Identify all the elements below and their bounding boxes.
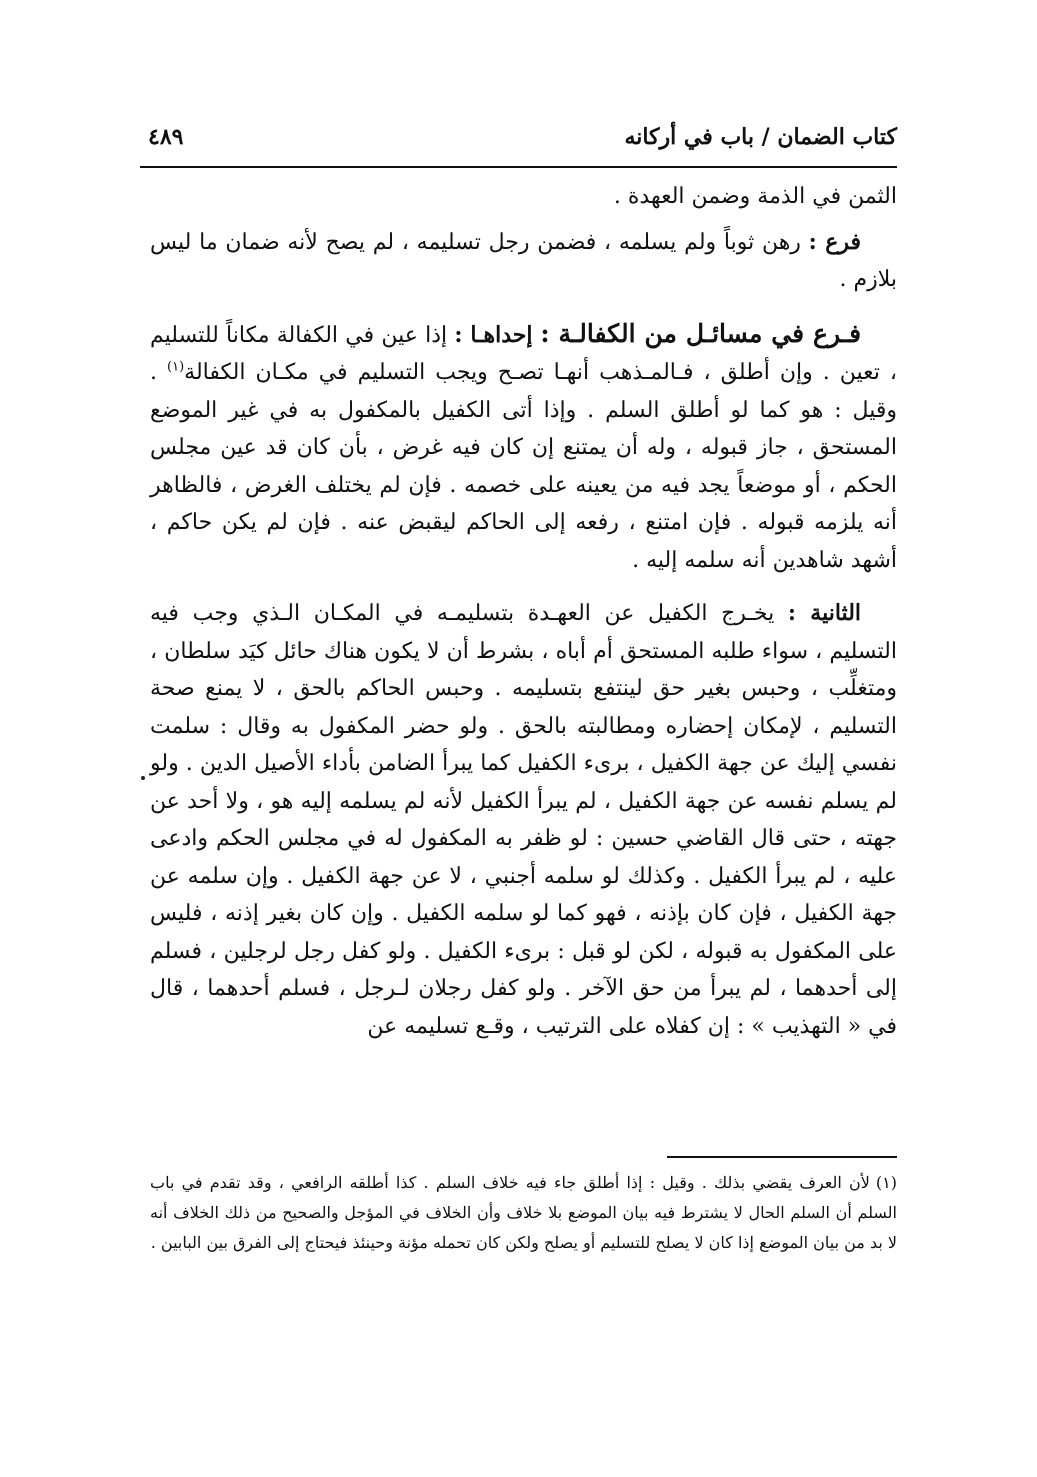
scan-speck — [141, 776, 145, 780]
footnote-reference[interactable]: (١) — [167, 359, 185, 375]
section-heading-kafala: فـرع في مسائـل من الكفالـة : — [540, 318, 862, 348]
page-number: ٤٨٩ — [148, 124, 184, 150]
paragraph-3-lead: إحداهـا : — [454, 321, 541, 348]
main-text — [150, 178, 897, 1045]
footnote-1 — [150, 1168, 897, 1258]
paragraph-1 — [150, 178, 897, 216]
footnote-text: لأن العرف يقضي بذلك . وقيل : إذا أطلق جاء فيه خلاف السلم . كذا أطلقه الرافعي ، وقد تقدم في باب السلم أن السلم الحال لا يشترط فيه بيان الموضع بلا خلاف وأن الخلاف في المؤجل والصحيح من ذلك الخلاف أنه لا بد من بيان الموضع إذا كان لا يصلح للتسليم أو يصلح ولكن كان تحمله مؤنة وحينئذ فيحتاج إلى الفرق بين البابين . — [150, 1173, 897, 1252]
paragraph-4 — [150, 595, 897, 1045]
paragraph-2 — [150, 224, 897, 299]
paragraph-4-text: يخـرج الكفيل عن العهـدة بتسليمـه في المكـان الـذي وجب فيه التسليم ، سواء طلبه المستحق أم أباه ، بشرط أن لا يكون هناك حائل كيَد سلطان ، ومتغلِّب ، وحبس بغير حق لينتفع بتسليمه . وحبس الحاكم بالحق ، لا يمنع صحة التسليم ، لإمكان إحضاره ومطالبته بالحق . ولو حضر المكفول به وقال : سلمت نفسي إليك عن جهة الكفيل ، برىء الكفيل كما يبرأ الضامن بأداء الأصيل الدين . ولو لم يسلم نفسه عن جهة الكفيل ، لم يبرأ الكفيل لأنه لم يسلمه إليه هو ، ولا أحد عن جهته ، حتى قال القاضي حسين : لو ظفر به المكفول له في مجلس الحكم وادعى عليه ، لم يبرأ الكفيل . وكذلك لو سلمه أجنبي ، لا عن جهة الكفيل . وإن سلمه عن جهة الكفيل ، فإن كان بإذنه ، فهو كما لو سلمه الكفيل . وإن كان بغير إذنه ، فليس على المكفول به قبوله ، لكن لو قبل : برىء الكفيل . ولو كفل رجل لرجلين ، فسلم إلى أحدهما ، لم يبرأ من حق الآخر . ولو كفل رجلان لـرجل ، فسلم أحدهما ، قال في « التهذيب » : إن كفلاه على الترتيب ، وقـع تسليمه عن — [150, 601, 897, 1039]
running-title: كتاب الضمان / باب في أركانه — [624, 124, 897, 150]
footnotes — [150, 1168, 897, 1258]
footnote-divider — [667, 1156, 897, 1158]
page-header — [140, 120, 897, 168]
paragraph-3 — [150, 315, 897, 580]
paragraph-3-text-a: إذا عين في الكفالة مكاناً للتسليم ، تعين . وإن أطلق ، فـالمـذهب أنهـا تصـح ويجب التسليم في مكـان الكفالة — [150, 322, 897, 385]
footnote-number: (١) — [875, 1173, 897, 1192]
paragraph-2-text: رهن ثوباً ولم يسلمه ، فضمن رجل تسليمه ، لم يصح لأنه ضمان ما ليس بلازم . — [150, 229, 897, 292]
paragraph-2-lead: فرع : — [808, 228, 861, 255]
paragraph-3-text-b: . وقيل : هو كما لو أطلق السلم . وإذا أتى الكفيل بالمكفول به في غير الموضع المستحق ، جاز قبوله ، وله أن يمتنع إن كان فيه غرض ، بأن كان قد عين مجلس الحكم ، أو موضعاً يجد فيه من يعينه على خصمه . فإن لم يختلف الغرض ، فالظاهر أنه يلزمه قبوله . فإن امتنع ، رفعه إلى الحاكم ليقبض عنه . فإن لم يكن حاكم ، أشهد شاهدين أنه سلمه إليه . — [150, 360, 897, 573]
paragraph-1-text: الثمن في الذمة وضمن العهدة . — [613, 184, 897, 209]
paragraph-4-lead: الثانية : — [787, 600, 862, 626]
